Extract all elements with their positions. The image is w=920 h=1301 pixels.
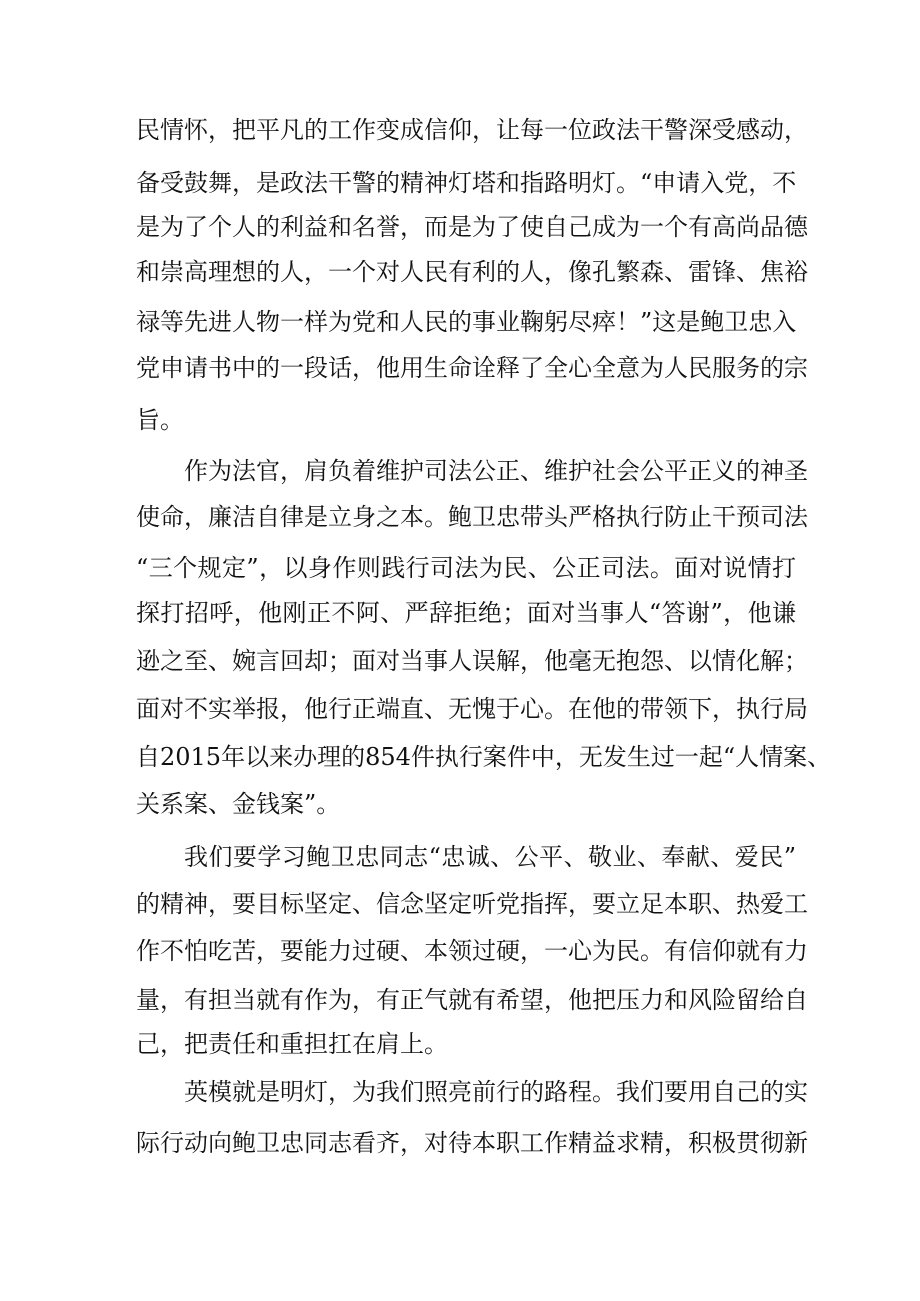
text-line: 关系案、金钱案”。: [136, 790, 341, 818]
paragraph-first-line: 英模就是明灯，为我们照亮前行的路程。我们要用自己的实: [184, 1078, 808, 1106]
text-line: 使命，廉洁自律是立身之本。鲍卫忠带头严格执行防止干预司法: [136, 503, 808, 531]
text-line: 面对不实举报，他行正端直、无愧于心。在他的带领下，执行局: [136, 695, 808, 723]
text-line: 际行动向鲍卫忠同志看齐，对待本职工作精益求精，积极贯彻新: [136, 1129, 808, 1157]
text-line: 备受鼓舞，是政法干警的精神灯塔和指路明灯。“申请入党，不: [136, 169, 797, 197]
text-line: 自2015年以来办理的854件执行案件中，无发生过一起“人情案、: [136, 743, 832, 771]
text-line: 己，把责任和重担扛在肩上。: [136, 1030, 448, 1058]
text-line: 党申请书中的一段话，他用生命诠释了全心全意为人民服务的宗: [136, 354, 808, 382]
text-line: 逊之至、婉言回却；面对当事人误解，他毫无抱怨、以情化解；: [136, 647, 808, 675]
text-line: 作不怕吃苦，要能力过硬、本领过硬，一心为民。有信仰就有力: [136, 937, 808, 965]
text-line: 量，有担当就有作为，有正气就有希望，他把压力和风险留给自: [136, 986, 808, 1014]
text-line: 和崇高理想的人，一个对人民有利的人，像孔繁森、雷锋、焦裕: [136, 258, 808, 286]
text-line: “三个规定”，以身作则践行司法为民、公正司法。面对说情打: [136, 554, 796, 582]
text-line: 禄等先进人物一样为党和人民的事业鞠躬尽瘁！”这是鲍卫忠入: [136, 308, 797, 336]
paragraph-first-line: 作为法官，肩负着维护司法公正、维护社会公平正义的神圣: [184, 457, 808, 485]
text-line: 的精神，要目标坚定、信念坚定听党指挥，要立足本职、热爱工: [136, 890, 808, 918]
text-line: 是为了个人的利益和名誉，而是为了使自己成为一个有高尚品德: [136, 213, 808, 241]
text-line: 探打招呼，他刚正不阿、严辞拒绝；面对当事人“答谢”，他谦: [136, 599, 796, 627]
paragraph-first-line: 我们要学习鲍卫忠同志“忠诚、公平、敬业、奉献、爱民”: [184, 843, 796, 871]
text-line: 民情怀，把平凡的工作变成信仰，让每一位政法干警深受感动，: [136, 116, 808, 144]
text-line: 旨。: [136, 406, 184, 434]
